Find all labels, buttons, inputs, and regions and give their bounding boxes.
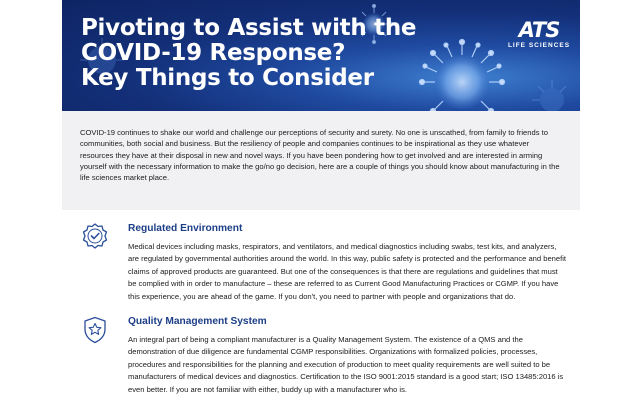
intro-text: COVID-19 continues to shake our world and challenge our perceptions of security and surety. No one is unscathed, from family to friends to communities, both social and business. But the resiliency of people and companies continues to be inspirational as they use whatever resources they have at their disposal in new and novel ways. If you have been pondering how to get involved and are interested in arming yourself with the necessary information to make the go/no go decision, here are a couple of things you should know about manufacturing in the life sciences market place. [80,128,560,183]
title-line-3: Key Things to Consider [81,65,374,91]
section-body: Medical devices including masks, respirators, and ventilators, and medical diagnostics including swabs, test kits, and analyzers, are regulated by governmental authorities around the world. In this way, public safety is protected and the performance and benefit claims of approved products are guaranteed. But one of the consequences is that there are regulations and guidelines that must be complied with in order to manufacture – these are referred to as Current Good Manufacturing Practices or CGMP. If you have this experience, you are ahead of the game. If you don't, you need to partner with people and organizations that do. [128,242,567,301]
title-line-1: Pivoting to Assist with the [81,15,417,41]
company-logo [506,20,572,49]
section-title: Regulated Environment [128,223,243,234]
section-body: An integral part of being a compliant manufacturer is a Quality Management System. The existence of a QMS and the demonstration of due diligence are fundamental CGMP responsibilities. Organizations with formalized policies, processes, procedures and responsibilities for the planning and execution of production to meet quality requirements are well suited to be manufacturers of medical devices and diagnostics. Certification to the ISO 9001:2015 standard is a good start; ISO 13485:2016 is even better. If you are not familiar with either, buddy up with a manufacturer who is. [128,335,564,394]
page-title [81,16,416,91]
logo-subtitle: LIFE SCIENCES [507,42,571,49]
shield-star-icon [82,316,108,344]
logo-mark: ATS [518,18,560,42]
intro-panel [62,111,580,210]
section-title: Quality Management System [128,316,267,327]
section-quality-management [62,316,580,400]
title-line-2: COVID-19 Response? [81,40,346,66]
virus-particle-right [532,80,566,111]
virus-particle-large [420,40,505,112]
header-banner [62,0,580,111]
section-regulated-environment [62,223,580,303]
badge-check-icon [82,223,108,251]
